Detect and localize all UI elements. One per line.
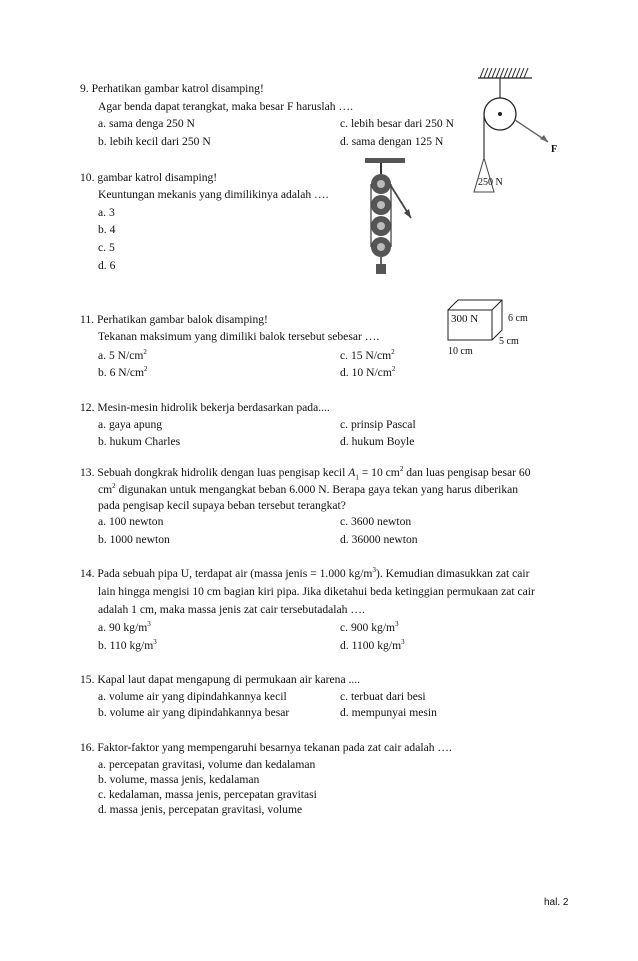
q16-option-d: d. massa jenis, percepatan gravitasi, volume xyxy=(98,803,303,816)
q15-option-c: c. terbuat dari besi xyxy=(340,690,426,703)
q11-option-c: c. 15 $N/cm^2$ xyxy=(340,348,395,362)
q11-option-d: d. 10 $N/cm^2$ xyxy=(340,365,396,379)
q9-option-b: b. lebih kecil dari 250 N xyxy=(98,135,211,148)
q16-option-c: c. kedalaman, massa jenis, percepatan gravitasi xyxy=(98,788,317,801)
q14-stem-line3: adalah 1 cm, maka massa jenis zat cair tersebutadalah …. xyxy=(98,603,365,616)
q15-option-b: b. volume air yang dipindahkannya besar xyxy=(98,706,290,719)
q10-option-a: a. 3 xyxy=(98,206,115,219)
q10-stem-line2: Keuntungan mekanis yang dimilikinya adalah …. xyxy=(98,188,329,201)
q13-stem-line1: 13. Sebuah dongkrak hidrolik dengan luas pengisap kecil $A_1 = 10$ $cm^2$ dan luas pengisap besar 60 xyxy=(80,465,531,482)
q13-option-c: c. 3600 newton xyxy=(340,515,412,528)
q11-fig-height-label: 6 cm xyxy=(508,313,528,324)
q16-option-a: a. percepatan gravitasi, volume dan kedalaman xyxy=(98,758,316,771)
q10-option-b: b. 4 xyxy=(98,223,116,236)
q11-option-b: b. 6 $N/cm^2$ xyxy=(98,365,148,379)
q16-option-b: b. volume, massa jenis, kedalaman xyxy=(98,773,260,786)
q10-stem-line1: 10. gambar katrol disamping! xyxy=(80,171,218,184)
q14-stem-line2: lain hingga mengisi 10 cm bagian kiri pipa. Jika diketahui beda ketinggian permukaan zat cair xyxy=(98,585,535,598)
q11-fig-depth-label: 5 cm xyxy=(499,336,519,347)
q12-option-c: c. prinsip Pascal xyxy=(340,418,416,431)
q12-option-d: d. hukum Boyle xyxy=(340,435,415,448)
q9-fig-force-label: F xyxy=(551,144,558,155)
q12-stem-line1: 12. Mesin-mesin hidrolik bekerja berdasarkan pada.... xyxy=(80,401,330,414)
q9-option-d: d. sama dengan 125 N xyxy=(340,135,444,148)
q11-option-a: a. 5 $N/cm^2$ xyxy=(98,348,147,362)
q11-fig-force-label: 300 N xyxy=(451,313,479,325)
page-number: hal. 2 xyxy=(544,897,569,908)
q9-option-c: c. lebih besar dari 250 N xyxy=(340,117,454,130)
q10-option-c: c. 5 xyxy=(98,241,115,254)
q10-option-d: d. 6 xyxy=(98,259,116,272)
q13-stem-line3: pada pengisap kecil supaya beban tersebut terangkat? xyxy=(98,499,346,512)
q9-stem-line2: Agar benda dapat terangkat, maka besar F haruslah …. xyxy=(98,100,353,113)
q14-option-a: a. 90 $kg/m^3$ xyxy=(98,620,151,634)
q13-option-a: a. 100 newton xyxy=(98,515,164,528)
q13-stem-line2: $cm^2$ digunakan untuk mengangkat beban 6.000 N. Berapa gaya tekan yang harus diberikan xyxy=(98,482,519,496)
q16-stem-line1: 16. Faktor-faktor yang mempengaruhi besarnya tekanan pada zat cair adalah …. xyxy=(80,741,452,754)
q15-option-a: a. volume air yang dipindahkannya kecil xyxy=(98,690,287,703)
q9-option-a: a. sama denga 250 N xyxy=(98,117,195,130)
q14-stem-line1: 14. Pada sebuah pipa U, terdapat air (massa jenis = 1.000 $kg/m^3$). Kemudian dimasukkan zat cair xyxy=(80,566,530,580)
q11-fig-length-label: 10 cm xyxy=(448,346,473,357)
q14-option-c: c. 900 $kg/m^3$ xyxy=(340,620,399,634)
q11-stem-line1: 11. Perhatikan gambar balok disamping! xyxy=(80,313,268,326)
q9-pulley-figure xyxy=(460,58,570,198)
q14-option-d: d. 1100 $kg/m^3$ xyxy=(340,638,405,652)
q9-stem-line1: 9. Perhatikan gambar katrol disamping! xyxy=(80,82,264,95)
q12-option-b: b. hukum Charles xyxy=(98,435,181,448)
q12-option-a: a. gaya apung xyxy=(98,418,163,431)
q15-option-d: d. mempunyai mesin xyxy=(340,706,437,719)
q15-stem-line1: 15. Kapal laut dapat mengapung di permukaan air karena .... xyxy=(80,673,361,686)
q13-option-d: d. 36000 newton xyxy=(340,533,418,546)
q14-option-b: b. 110 $kg/m^3$ xyxy=(98,638,157,652)
q11-stem-line2: Tekanan maksimum yang dimiliki balok tersebut sebesar …. xyxy=(98,330,380,343)
q13-option-b: b. 1000 newton xyxy=(98,533,170,546)
q9-fig-weight-label: 250 N xyxy=(478,177,503,188)
q10-pulley-system-figure xyxy=(355,158,425,278)
